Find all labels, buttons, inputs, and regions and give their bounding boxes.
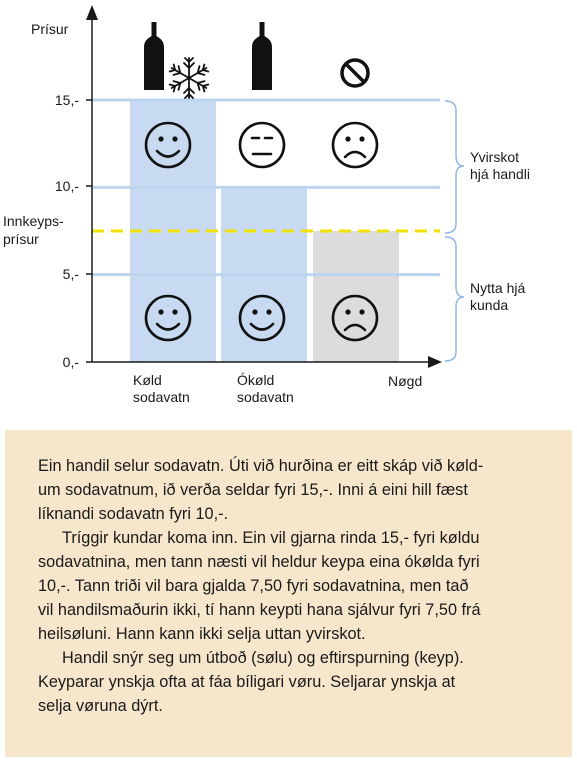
y-ticks — [86, 100, 92, 362]
text-line: líknandi sodavatn fyri 10,-. — [38, 505, 229, 523]
neutral-face-icon — [240, 123, 284, 167]
category-label-cold-line1: Køld — [133, 372, 162, 388]
explanation-box — [5, 430, 572, 757]
y-tick-15: 15,- — [54, 92, 79, 108]
benefit-brace — [445, 237, 464, 361]
text-line: Handil snýr seg um útboð (sølu) og eftirspurning (keyp). — [62, 649, 464, 667]
text-line: heilsøluni. Hann kann ikki selja uttan yvirskot. — [38, 625, 366, 643]
text-line: sodavatnina, men tann næsti vil heldur keypa eina ókølda fyri — [38, 553, 480, 571]
surplus-label-line1: Yvirskot — [470, 149, 520, 165]
bottle-icon — [144, 22, 164, 90]
text-line: Ein handil selur sodavatn. Úti við hurðina er eitt skáp við køld- — [38, 457, 484, 475]
paragraph-3 — [38, 646, 542, 718]
y-tick-10: 10,- — [54, 178, 79, 194]
x-axis-label: Nøgd — [388, 373, 423, 389]
surplus-label-line2: hjá handli — [470, 166, 530, 182]
purchase-price-label-line1: Innkeyps- — [3, 213, 64, 229]
no-entry-icon — [342, 60, 368, 86]
y-axis-label: Prísur — [31, 21, 69, 37]
text-line: 10,-. Tann triði vil bara gjalda 7,50 fyri sodavatnina, men tað — [38, 577, 469, 595]
text-line: Tríggir kundar koma inn. Ein vil gjarna rinda 15,- fyri køldu — [62, 529, 480, 547]
y-tick-0: 0,- — [62, 354, 79, 370]
sad-face-icon — [333, 123, 377, 167]
text-line: vil handilsmaðurin ikki, tí hann keypti hana sjálvur fyri 7,50 frá — [38, 601, 481, 619]
category-label-warm-line2: sodavatn — [237, 389, 294, 405]
text-line: Keyparar ynskja ofta at fáa bíligari vøru. Seljarar ynskja at — [38, 673, 456, 691]
benefit-label-line2: kunda — [470, 297, 509, 313]
y-tick-5: 5,- — [62, 266, 79, 282]
purchase-price-label-line2: prísur — [3, 231, 39, 247]
text-line: um sodavatnum, ið verða seldar fyri 15,-. Inni á eini hill fæst — [38, 481, 468, 499]
snowflake-icon — [169, 58, 209, 98]
paragraph-2 — [38, 526, 542, 646]
category-label-cold-line2: sodavatn — [133, 389, 190, 405]
paragraph-1 — [38, 454, 542, 526]
bottle-icon — [252, 22, 272, 90]
benefit-label-line1: Nytta hjá — [470, 280, 526, 296]
text-line: selja vøruna dýrt. — [38, 697, 163, 715]
surplus-brace — [445, 101, 464, 233]
category-label-warm-line1: Ókøld — [237, 372, 275, 388]
y-axis — [86, 5, 98, 362]
